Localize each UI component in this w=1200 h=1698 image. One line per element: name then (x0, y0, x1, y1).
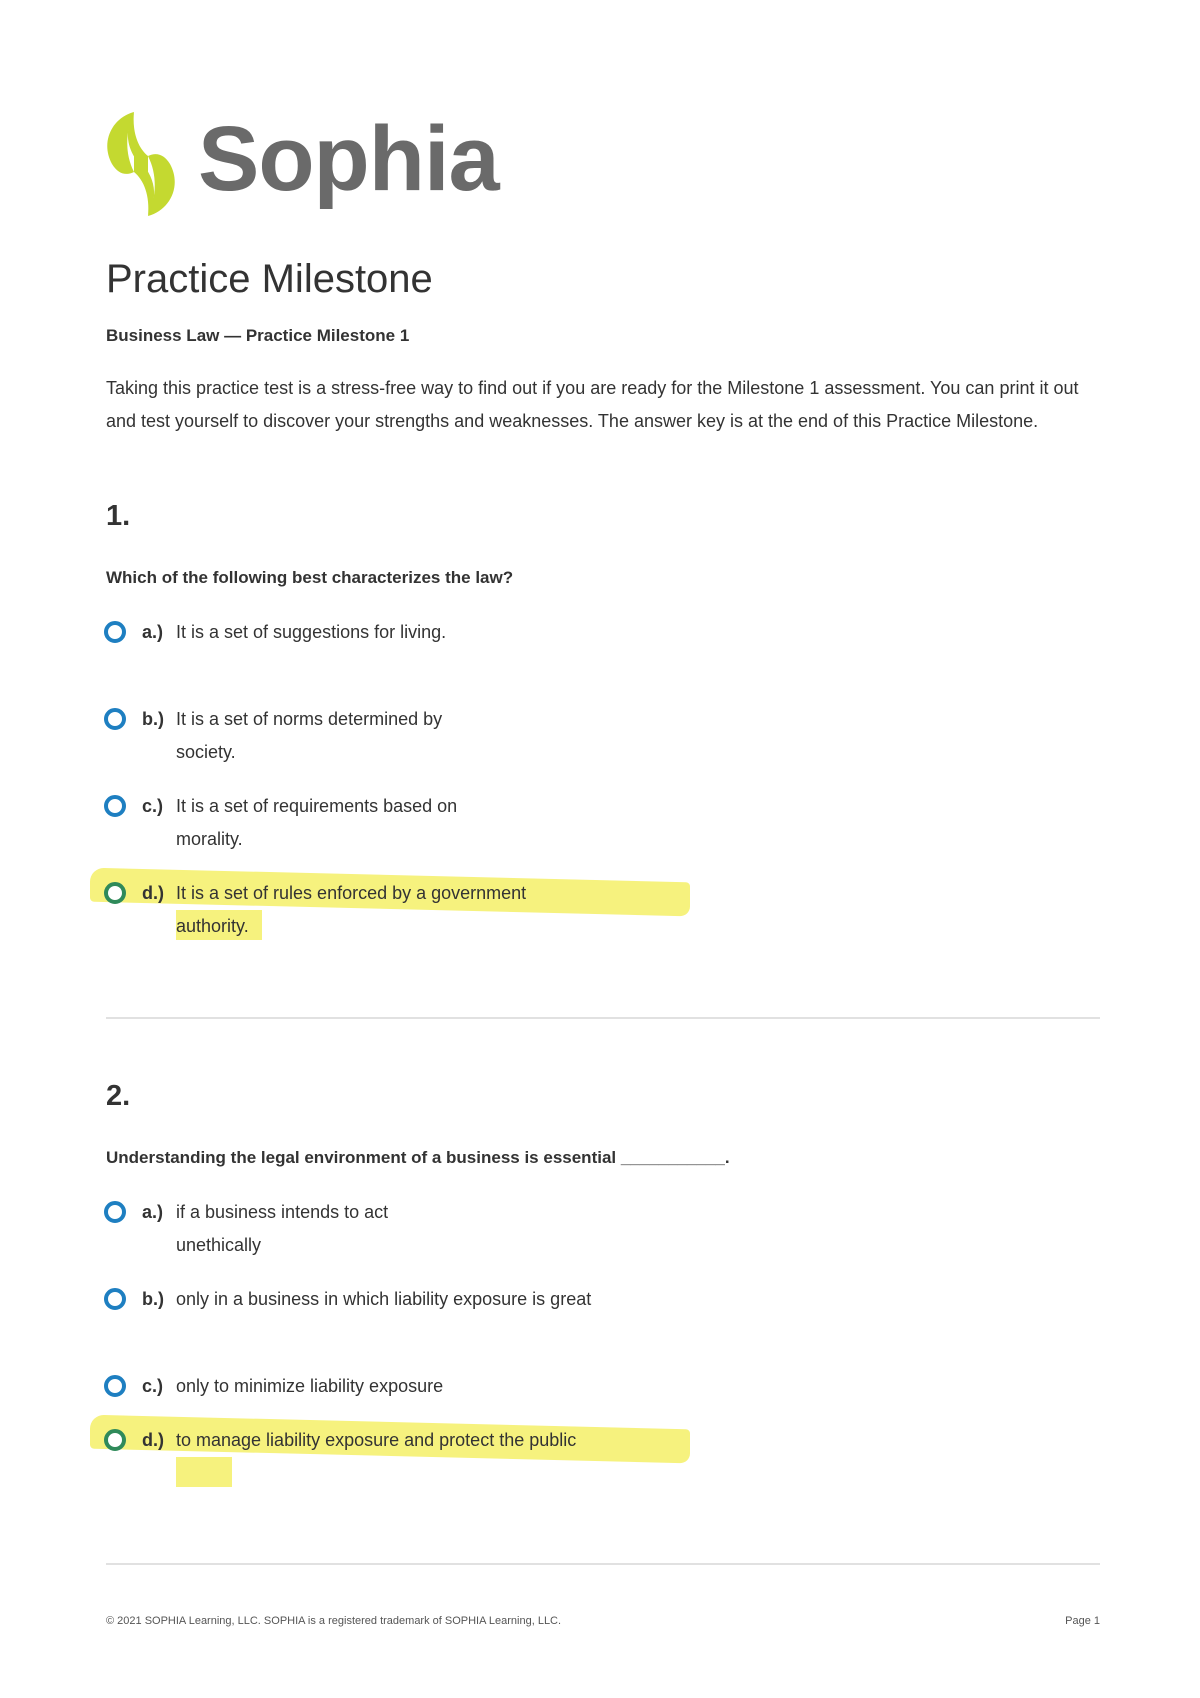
radio-icon[interactable] (104, 1429, 126, 1451)
option-letter: c.) (142, 796, 164, 816)
intro-paragraph: Taking this practice test is a stress-free way to find out if you are ready for the Milestone 1 assessment. You can print it out and test yourself to discover your strengths and weaknesses. The answer key is at the end of this Practice Milestone. (106, 378, 1079, 431)
option-letter: d.) (142, 1430, 164, 1450)
radio-icon[interactable] (104, 882, 126, 904)
option-letter: b.) (142, 1289, 164, 1309)
radio-icon[interactable] (104, 795, 126, 817)
question-2-number: 2. (106, 1080, 131, 1112)
option-letter: d.) (142, 883, 164, 903)
divider (106, 1563, 1100, 1565)
question-1-option-d[interactable] (104, 877, 664, 943)
option-letter: c.) (142, 1376, 164, 1396)
sophia-logo (104, 108, 524, 222)
radio-icon[interactable] (104, 621, 126, 643)
question-2-option-b[interactable] (104, 1283, 664, 1349)
option-text: It is a set of requirements based on morality. (176, 796, 458, 849)
option-text: only in a business in which liability exposure is great (176, 1289, 592, 1309)
footer-copyright: © 2021 SOPHIA Learning, LLC. SOPHIA is a registered trademark of SOPHIA Learning, LLC. (106, 1615, 562, 1627)
radio-icon[interactable] (104, 1375, 126, 1397)
question-2-option-a[interactable] (104, 1196, 664, 1262)
option-text: if a business intends to act unethically (176, 1202, 389, 1255)
radio-icon[interactable] (104, 1201, 126, 1223)
question-2-prompt: Understanding the legal environment of a business is essential ___________. (106, 1148, 730, 1167)
option-text: It is a set of norms determined by society. (176, 709, 443, 762)
question-1-option-c[interactable] (104, 790, 664, 856)
option-text: It is a set of rules enforced by a government authority. (176, 883, 527, 936)
option-letter: a.) (142, 622, 164, 642)
divider (106, 1017, 1100, 1019)
radio-icon[interactable] (104, 708, 126, 730)
option-text: only to minimize liability exposure (176, 1376, 444, 1396)
question-1-option-a[interactable] (104, 616, 664, 682)
brand-name: Sophia (198, 108, 499, 210)
question-2-option-d[interactable] (104, 1424, 664, 1490)
page-title: Practice Milestone (106, 257, 433, 301)
option-letter: a.) (142, 1202, 164, 1222)
question-1-prompt: Which of the following best characterizes the law? (106, 568, 514, 587)
question-1-number: 1. (106, 500, 131, 532)
footer-page-number: Page 1 (1065, 1615, 1100, 1627)
option-text: It is a set of suggestions for living. (176, 622, 447, 642)
radio-icon[interactable] (104, 1288, 126, 1310)
highlight-mark (176, 1457, 232, 1487)
question-1-option-b[interactable] (104, 703, 664, 769)
option-text: to manage liability exposure and protect the public (176, 1430, 577, 1450)
option-letter: b.) (142, 709, 164, 729)
page-subtitle: Business Law — Practice Milestone 1 (106, 326, 410, 345)
sophia-s-leaf-icon (104, 112, 178, 216)
